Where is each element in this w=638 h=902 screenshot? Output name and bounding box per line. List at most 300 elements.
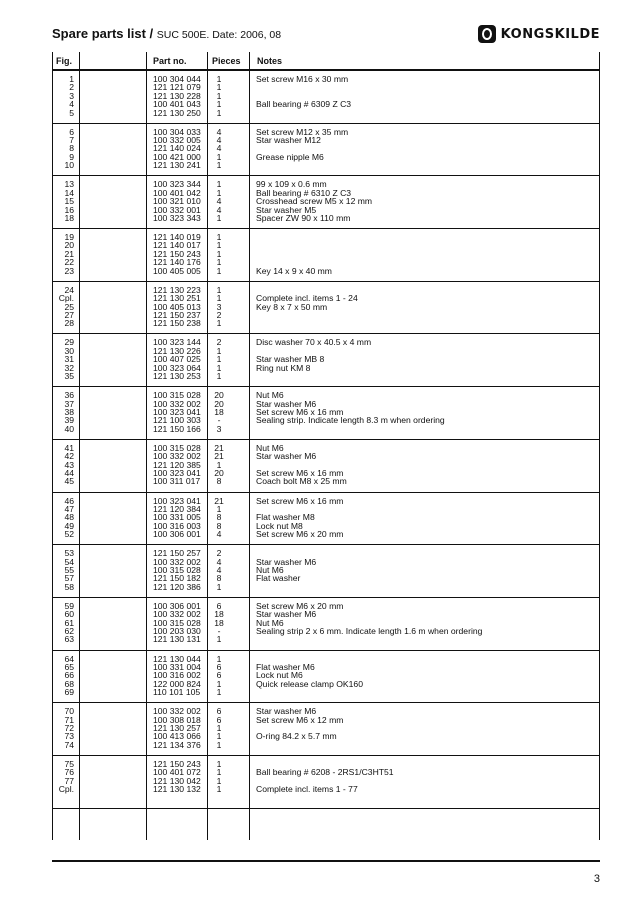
part-no-cell-line: 100 323 041 — [153, 467, 201, 478]
pieces-cell-line: 1 — [216, 767, 222, 778]
pieces-cell-line: 1 — [216, 362, 222, 373]
fig-cell — [52, 391, 74, 433]
fig-cell-line: 10 — [64, 160, 74, 171]
notes-cell-line: Set screw M6 x 12 mm — [256, 714, 344, 725]
fig-cell-line: 53 — [64, 548, 74, 559]
page-header — [52, 24, 600, 48]
fig-cell-line — [52, 821, 74, 829]
pieces-cell-line: 1 — [216, 775, 222, 786]
pieces-cell-line: 18 — [214, 617, 224, 628]
notes-cell-line: Disc washer 70 x 40.5 x 4 mm — [256, 337, 372, 348]
notes-cell-line: Star washer M12 — [256, 135, 321, 146]
pieces-cell-line — [209, 829, 229, 837]
pieces-cell-line: 1 — [216, 784, 222, 795]
part-no-cell-line: 100 332 002 — [153, 556, 201, 567]
pieces-cell-line: 20 — [214, 467, 224, 478]
pieces-cell-line: 1 — [216, 731, 222, 742]
part-no-cell-line: 100 306 001 — [153, 529, 201, 540]
notes-cell-line: Flat washer — [256, 573, 301, 584]
fig-cell-line: 73 — [64, 731, 74, 742]
part-no-cell-line: 100 323 144 — [153, 337, 201, 348]
pieces-cell-line: 1 — [216, 459, 222, 470]
title-subtitle: SUC 500E. Date: 2006, 08 — [156, 29, 282, 41]
fig-cell-line: 15 — [64, 196, 74, 207]
fig-cell-line: 3 — [69, 90, 74, 101]
pieces-cell-line: 2 — [216, 309, 222, 320]
part-no-cell-line: 121 130 250 — [153, 107, 201, 118]
pieces-cell-line: 1 — [216, 240, 222, 251]
fig-cell-line: 6 — [69, 126, 74, 137]
fig-cell-line: 36 — [64, 390, 74, 401]
pieces-cell-line — [209, 794, 229, 802]
fig-cell-line: 27 — [64, 309, 74, 320]
pieces-cell-line: 1 — [216, 82, 222, 93]
pieces-cell-line: - — [217, 626, 221, 637]
part-no-cell-line: 100 323 344 — [153, 179, 201, 190]
header-fig: Fig. — [56, 56, 72, 66]
notes-cell-line — [256, 233, 596, 241]
notes-cell — [256, 760, 596, 802]
fig-cell-line: 21 — [64, 248, 74, 259]
pieces-cell-line: 1 — [216, 248, 222, 259]
notes-cell-line — [256, 688, 596, 696]
notes-cell-line: Nut M6 — [256, 390, 284, 401]
part-no-cell-line: 100 413 066 — [153, 731, 201, 742]
pieces-cell-line: 20 — [214, 390, 224, 401]
pieces-cell-line: 21 — [214, 442, 224, 453]
table-row-group — [52, 598, 600, 651]
notes-cell — [256, 286, 596, 328]
pieces-cell — [209, 444, 229, 486]
pieces-cell-line: 4 — [216, 529, 222, 540]
pieces-cell-line: 1 — [216, 687, 222, 698]
pieces-cell-line: 6 — [216, 714, 222, 725]
part-no-cell-line: 121 150 238 — [153, 318, 201, 329]
part-no-cell-line: 121 130 044 — [153, 653, 201, 664]
part-no-cell-line: 121 130 228 — [153, 90, 201, 101]
notes-cell-line — [256, 838, 596, 846]
pieces-cell-line: 1 — [216, 232, 222, 243]
pieces-cell-line — [209, 821, 229, 829]
pieces-cell-line: 1 — [216, 678, 222, 689]
pieces-cell-line: 1 — [216, 107, 222, 118]
notes-cell-line — [256, 846, 596, 854]
header-part-no: Part no. — [153, 56, 187, 66]
fig-cell-line: 14 — [64, 187, 74, 198]
fig-cell-line: 72 — [64, 723, 74, 734]
part-no-cell-line: 121 120 384 — [153, 503, 201, 514]
pieces-cell-line: 20 — [214, 398, 224, 409]
fig-cell-line — [52, 829, 74, 837]
notes-cell-line — [256, 250, 596, 258]
notes-cell-line — [256, 813, 596, 821]
notes-cell-line — [256, 241, 596, 249]
pieces-cell — [209, 75, 229, 117]
fig-cell-line: Cpl. — [58, 293, 74, 304]
notes-cell-line: Star washer M6 — [256, 706, 317, 717]
title-bold: Spare parts list / — [52, 26, 154, 41]
table-row-group — [52, 809, 600, 863]
notes-cell — [256, 497, 596, 539]
notes-cell — [256, 655, 596, 697]
fig-cell — [52, 75, 74, 117]
fig-cell-line: 57 — [64, 573, 74, 584]
pieces-cell — [209, 128, 229, 170]
fig-cell-line: 18 — [64, 212, 74, 223]
part-no-cell-line: 100 304 044 — [153, 74, 201, 84]
fig-cell-line: 61 — [64, 617, 74, 628]
notes-cell-line: Star washer M6 — [256, 609, 317, 620]
fig-cell-line: 55 — [64, 564, 74, 575]
pieces-cell-line: 8 — [216, 476, 222, 487]
notes-cell-line: Complete incl. items 1 - 77 — [256, 784, 358, 795]
pieces-cell-line: 8 — [216, 512, 222, 523]
part-no-cell-line: 100 332 002 — [153, 451, 201, 462]
table-row-group — [52, 493, 600, 546]
part-no-cell-line: 121 130 132 — [153, 784, 201, 795]
notes-cell — [256, 813, 596, 855]
fig-cell — [52, 707, 74, 749]
part-no-cell-line: 121 134 376 — [153, 739, 201, 750]
brand-wordmark: KONGSKILDE — [500, 26, 600, 42]
fig-cell-line: 29 — [64, 337, 74, 348]
part-no-cell-line: 100 405 005 — [153, 265, 201, 276]
pieces-cell-line: 21 — [214, 495, 224, 506]
pieces-cell-line: 4 — [216, 204, 222, 215]
fig-cell-line: 60 — [64, 609, 74, 620]
notes-cell-line: Star washer MB 8 — [256, 354, 325, 365]
part-no-cell-line: 100 323 041 — [153, 406, 201, 417]
brand-logo — [478, 24, 600, 44]
notes-cell-line: Lock nut M8 — [256, 520, 303, 531]
fig-cell-line: 42 — [64, 451, 74, 462]
fig-cell-line: 77 — [64, 775, 74, 786]
fig-cell-line: 39 — [64, 415, 74, 426]
fig-cell-line: 46 — [64, 495, 74, 506]
header-pieces: Pieces — [212, 56, 241, 66]
notes-cell-line: Lock nut M6 — [256, 670, 303, 681]
fig-cell-line: 32 — [64, 362, 74, 373]
part-no-cell-line: 121 130 042 — [153, 775, 201, 786]
notes-cell — [256, 233, 596, 275]
notes-cell-line — [256, 794, 596, 802]
part-no-cell-line: 121 150 243 — [153, 758, 201, 769]
fig-cell-line: 75 — [64, 758, 74, 769]
pieces-cell-line: 18 — [214, 609, 224, 620]
pieces-cell — [209, 233, 229, 275]
pieces-cell-line: 1 — [216, 503, 222, 514]
pieces-cell-line: 18 — [214, 406, 224, 417]
fig-cell — [52, 602, 74, 644]
fig-cell-line: 54 — [64, 556, 74, 567]
part-no-cell-line: 100 315 028 — [153, 617, 201, 628]
fig-cell-line — [52, 813, 74, 821]
pieces-cell-line: 3 — [216, 423, 222, 434]
fig-cell-line: 43 — [64, 459, 74, 470]
fig-cell-line: 44 — [64, 467, 74, 478]
pieces-cell-line: 1 — [216, 265, 222, 276]
fig-cell-line: 71 — [64, 714, 74, 725]
notes-cell — [256, 602, 596, 644]
pieces-cell-line: 1 — [216, 581, 222, 592]
fig-cell-line: 63 — [64, 634, 74, 645]
pieces-cell-line: 6 — [216, 670, 222, 681]
notes-cell-line: Flat washer M8 — [256, 512, 315, 523]
pieces-cell — [209, 286, 229, 328]
fig-cell — [52, 286, 74, 328]
notes-cell-line: Key 14 x 9 x 40 mm — [256, 265, 332, 276]
part-no-cell-line: 100 332 002 — [153, 398, 201, 409]
pieces-cell-line — [209, 838, 229, 846]
pieces-cell-line: 1 — [216, 90, 222, 101]
part-no-cell-line: 121 130 253 — [153, 371, 201, 381]
part-no-cell-line: 121 150 257 — [153, 548, 201, 559]
fig-cell-line: 70 — [64, 706, 74, 717]
fig-cell-line: 28 — [64, 318, 74, 329]
table-row-group — [52, 651, 600, 704]
pieces-cell-line: 1 — [216, 318, 222, 329]
pieces-cell — [209, 180, 229, 222]
page-number: 3 — [593, 873, 600, 885]
fig-cell-line: 49 — [64, 520, 74, 531]
fig-cell-line: 2 — [69, 82, 74, 93]
part-no-cell-line: 100 331 004 — [153, 661, 201, 672]
pieces-cell — [209, 391, 229, 433]
table-body — [52, 71, 600, 862]
notes-cell-line: Sealing strip 2 x 6 mm. Indicate length 1.6 m when ordering — [256, 626, 483, 637]
part-no-cell-line: 100 316 003 — [153, 520, 201, 531]
fig-cell — [52, 549, 74, 591]
part-no-cell-line: 121 130 131 — [153, 634, 201, 645]
pieces-cell-line: 4 — [216, 126, 222, 137]
table-row-group — [52, 124, 600, 177]
pieces-cell — [209, 497, 229, 539]
notes-cell-line — [256, 372, 596, 380]
part-no-cell-line: 100 315 028 — [153, 564, 201, 575]
table-row-group — [52, 703, 600, 756]
notes-cell-line: Ring nut KM 8 — [256, 362, 311, 373]
pieces-cell-line: 6 — [216, 600, 222, 611]
pieces-cell — [209, 813, 229, 855]
notes-cell-line: Set screw M16 x 30 mm — [256, 74, 349, 84]
pieces-cell-line — [209, 813, 229, 821]
part-no-cell-line: 100 332 002 — [153, 706, 201, 717]
part-no-cell-line: 100 323 064 — [153, 362, 201, 373]
pieces-cell-line: 1 — [216, 284, 222, 295]
pieces-cell — [209, 655, 229, 697]
table-row-group — [52, 545, 600, 598]
pieces-cell-line: 2 — [216, 337, 222, 348]
pieces-cell-line: 4 — [216, 143, 222, 154]
pieces-cell-line: 4 — [216, 196, 222, 207]
notes-cell-line — [256, 821, 596, 829]
notes-cell-line — [256, 583, 596, 591]
pieces-cell-line: 1 — [216, 653, 222, 664]
pieces-cell — [209, 549, 229, 591]
pieces-cell-line: 1 — [216, 723, 222, 734]
part-no-cell-line: 100 405 013 — [153, 301, 201, 312]
notes-cell-line: Quick release clamp OK160 — [256, 678, 363, 689]
fig-cell — [52, 338, 74, 380]
notes-cell-line: Nut M6 — [256, 564, 284, 575]
fig-cell-line: 38 — [64, 406, 74, 417]
pieces-cell — [209, 602, 229, 644]
fig-cell — [52, 655, 74, 697]
fig-cell-line: 41 — [64, 442, 74, 453]
notes-cell-line: Star washer M6 — [256, 451, 317, 462]
fig-cell-line: 9 — [69, 151, 74, 162]
notes-cell-line: Complete incl. items 1 - 24 — [256, 293, 358, 304]
pieces-cell-line: 1 — [216, 293, 222, 304]
notes-cell-line: Set screw M6 x 16 mm — [256, 495, 344, 506]
notes-cell — [256, 75, 596, 117]
table-row-group — [52, 440, 600, 493]
notes-cell — [256, 391, 596, 433]
pieces-cell-line: 1 — [216, 160, 222, 171]
fig-cell-line: 58 — [64, 581, 74, 592]
pieces-cell-line: 6 — [216, 706, 222, 717]
pieces-cell-line: 1 — [216, 354, 222, 365]
part-no-cell-line: 110 101 105 — [153, 687, 201, 698]
part-no-cell-line: 100 421 000 — [153, 151, 201, 162]
header-notes: Notes — [257, 56, 283, 66]
part-no-cell-line: 100 401 072 — [153, 767, 201, 778]
part-no-cell-line: 100 203 030 — [153, 626, 201, 637]
fig-cell-line: 52 — [64, 529, 74, 540]
notes-cell-line: Nut M6 — [256, 617, 284, 628]
fig-cell — [52, 444, 74, 486]
fig-cell-line: Cpl. — [58, 784, 74, 795]
fig-cell-line: 4 — [69, 99, 74, 110]
fig-cell-line: 8 — [69, 143, 74, 154]
notes-cell-line: Sealing strip. Indicate length 8.3 m when ordering — [256, 415, 445, 426]
pieces-cell-line: 1 — [216, 99, 222, 110]
notes-cell-line: Crosshead screw M5 x 12 mm — [256, 196, 373, 207]
fig-cell — [52, 128, 74, 170]
pieces-cell-line: 1 — [216, 739, 222, 750]
part-no-cell-line: 100 315 028 — [153, 442, 201, 453]
part-no-cell-line: 100 332 005 — [153, 135, 201, 146]
brand-mark-icon — [478, 25, 496, 43]
fig-cell-line: 20 — [64, 240, 74, 251]
part-no-cell-line: 121 140 019 — [153, 232, 201, 243]
fig-cell — [52, 497, 74, 539]
notes-cell — [256, 707, 596, 749]
fig-cell-line: 7 — [69, 135, 74, 146]
table-row-group — [52, 282, 600, 335]
notes-cell-line: Set screw M6 x 16 mm — [256, 406, 344, 417]
pieces-cell-line: 1 — [216, 345, 222, 356]
fig-cell-line — [52, 794, 74, 802]
part-no-cell-line: 121 140 024 — [153, 143, 201, 154]
part-no-cell-line: 121 150 182 — [153, 573, 201, 584]
part-no-cell-line: 121 150 237 — [153, 309, 201, 320]
fig-cell-line: 74 — [64, 739, 74, 750]
notes-cell-line: Coach bolt M8 x 25 mm — [256, 476, 347, 487]
part-no-cell-line: 121 120 385 — [153, 459, 201, 470]
fig-cell-line: 1 — [69, 74, 74, 84]
notes-cell-line: O-ring 84.2 x 5.7 mm — [256, 731, 337, 742]
notes-cell-line: Ball bearing # 6309 Z C3 — [256, 99, 352, 110]
fig-cell-line: 65 — [64, 661, 74, 672]
pieces-cell-line: 1 — [216, 74, 222, 84]
part-no-cell-line: 100 323 343 — [153, 212, 201, 223]
part-no-cell-line: 121 130 241 — [153, 160, 201, 171]
pieces-cell-line: 1 — [216, 634, 222, 645]
notes-cell — [256, 444, 596, 486]
notes-cell-line: Star washer M6 — [256, 398, 317, 409]
fig-cell-line — [52, 846, 74, 854]
notes-cell-line — [256, 319, 596, 327]
part-no-cell-line: 121 130 251 — [153, 293, 201, 304]
notes-cell-line — [256, 311, 596, 319]
pieces-cell-line: 1 — [216, 212, 222, 223]
fig-cell — [52, 813, 74, 855]
notes-cell-line: Nut M6 — [256, 442, 284, 453]
notes-cell-line — [256, 425, 596, 433]
table-row-group — [52, 229, 600, 282]
notes-cell-line: Spacer ZW 90 x 110 mm — [256, 212, 351, 223]
notes-cell — [256, 128, 596, 170]
fig-cell-line: 66 — [64, 670, 74, 681]
fig-cell-line: 16 — [64, 204, 74, 215]
fig-cell-line: 45 — [64, 476, 74, 487]
notes-cell-line: Ball bearing # 6310 Z C3 — [256, 187, 352, 198]
table-row-group — [52, 71, 600, 124]
fig-cell — [52, 180, 74, 222]
fig-cell-line: 30 — [64, 345, 74, 356]
pieces-cell-line: 8 — [216, 520, 222, 531]
fig-cell-line: 47 — [64, 503, 74, 514]
table-row-group — [52, 176, 600, 229]
notes-cell-line — [256, 109, 596, 117]
fig-cell-line: 31 — [64, 354, 74, 365]
part-no-cell-line: 100 332 001 — [153, 204, 201, 215]
part-no-cell-line: 121 130 223 — [153, 284, 201, 295]
fig-cell-line: 69 — [64, 687, 74, 698]
notes-cell-line: Set screw M6 x 20 mm — [256, 600, 344, 611]
pieces-cell-line: - — [217, 415, 221, 426]
fig-cell-line: 24 — [64, 284, 74, 295]
part-no-cell-line: 100 315 028 — [153, 390, 201, 401]
notes-cell-line — [256, 161, 596, 169]
fig-cell — [52, 233, 74, 275]
parts-table — [52, 52, 600, 862]
fig-cell-line: 59 — [64, 600, 74, 611]
notes-cell-line: Star washer M6 — [256, 556, 317, 567]
fig-cell-line: 25 — [64, 301, 74, 312]
part-no-cell-line: 100 321 010 — [153, 196, 201, 207]
part-no-cell-line: 100 401 043 — [153, 99, 201, 110]
part-no-cell-line: 121 140 176 — [153, 257, 201, 268]
fig-cell-line — [52, 838, 74, 846]
pieces-cell-line: 1 — [216, 758, 222, 769]
fig-cell — [52, 760, 74, 802]
pieces-cell-line: 1 — [216, 187, 222, 198]
notes-cell-line: Set screw M12 x 35 mm — [256, 126, 349, 137]
pieces-cell-line: 6 — [216, 661, 222, 672]
notes-cell-line — [256, 741, 596, 749]
part-no-cell-line: 121 120 386 — [153, 581, 201, 592]
pieces-cell — [209, 707, 229, 749]
notes-cell-line: Key 8 x 7 x 50 mm — [256, 301, 328, 312]
pieces-cell-line: 2 — [216, 548, 222, 559]
part-no-cell-line: 121 121 079 — [153, 82, 201, 93]
notes-cell-line: Grease nipple M6 — [256, 151, 324, 162]
notes-cell — [256, 549, 596, 591]
part-no-cell-line: 100 306 001 — [153, 600, 201, 611]
table-row-group — [52, 756, 600, 809]
